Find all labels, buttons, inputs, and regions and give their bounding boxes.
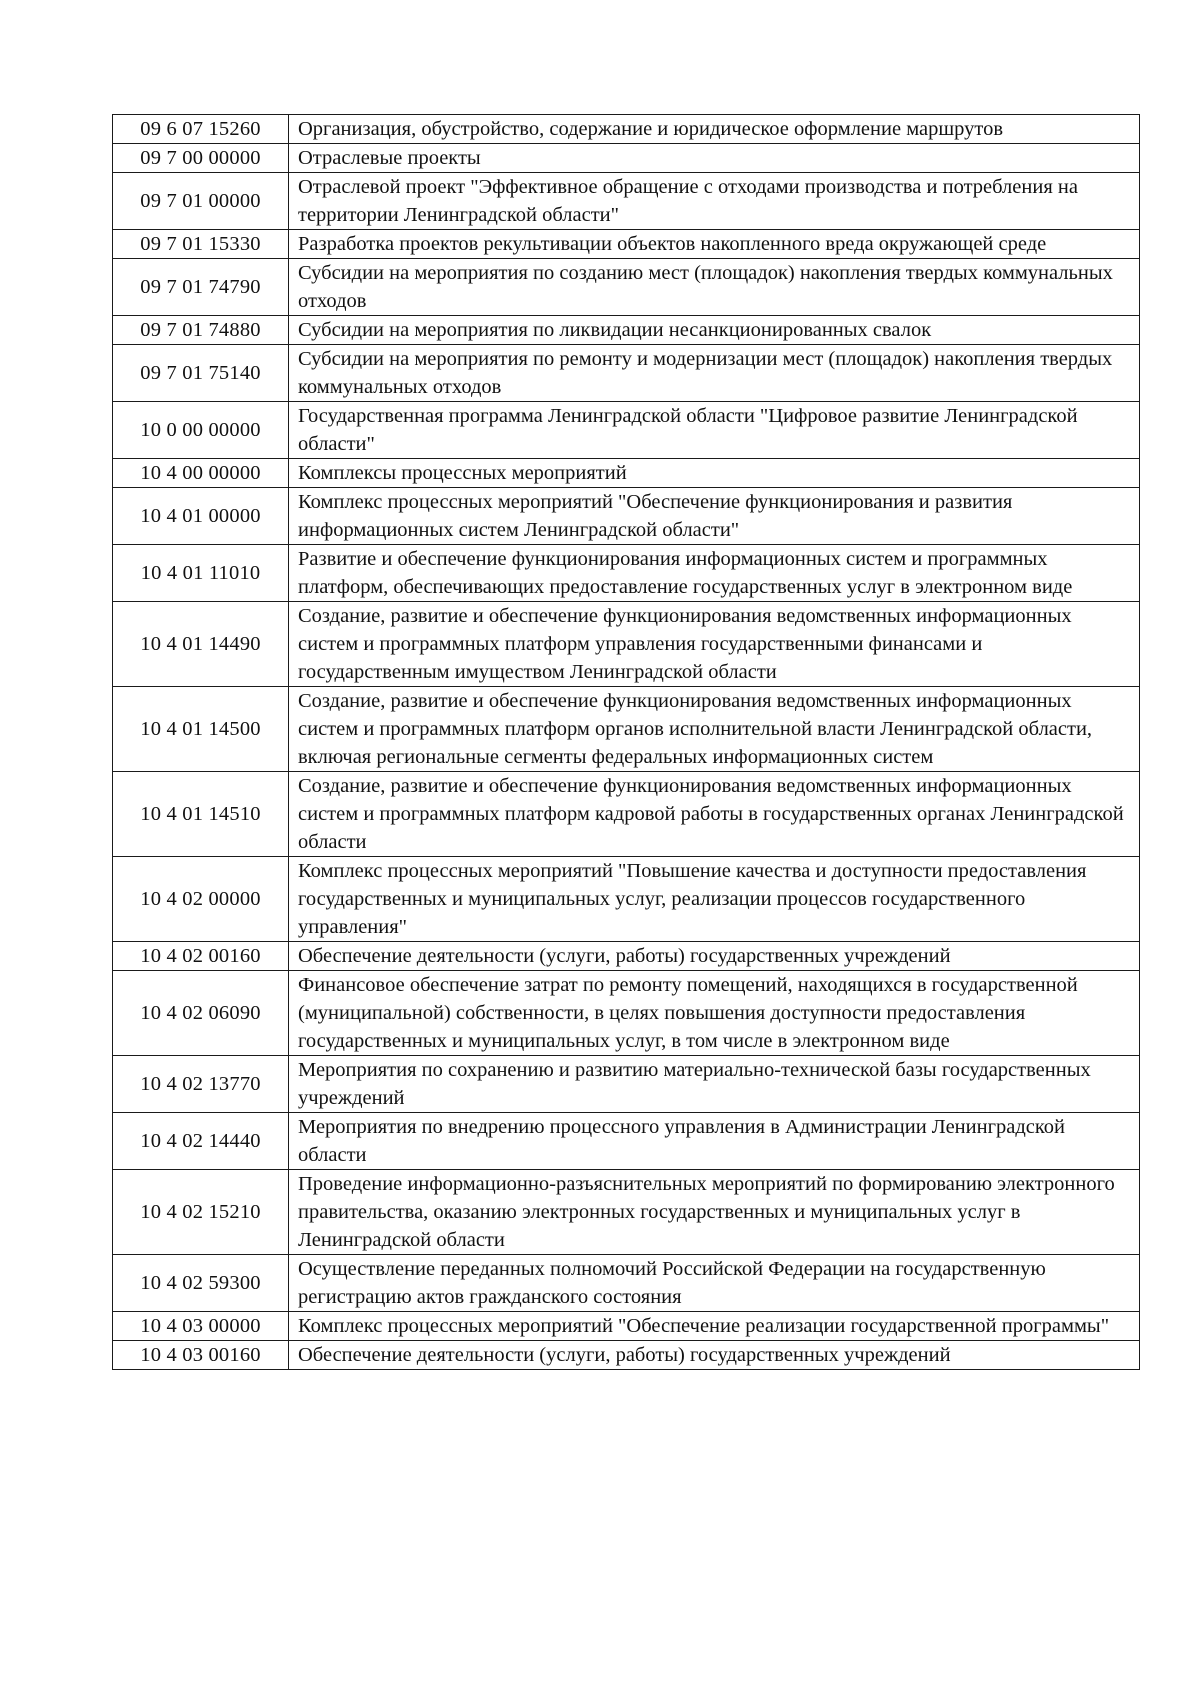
- row-code: 09 7 01 15330: [113, 230, 289, 259]
- row-name: Создание, развитие и обеспечение функционирования ведомственных информационных систем и программных платформ управления государственными финансами и государственным имуществом Ленинградской области: [289, 602, 1140, 687]
- row-code: 09 7 01 00000: [113, 173, 289, 230]
- row-code: 10 4 01 11010: [113, 545, 289, 602]
- row-name: Государственная программа Ленинградской области "Цифровое развитие Ленинградской области": [289, 402, 1140, 459]
- row-name: Мероприятия по сохранению и развитию материально-технической базы государственных учреждений: [289, 1056, 1140, 1113]
- row-code: 10 4 01 14490: [113, 602, 289, 687]
- row-code: 09 7 01 74880: [113, 316, 289, 345]
- row-name: Разработка проектов рекультивации объектов накопленного вреда окружающей среде: [289, 230, 1140, 259]
- table-row: [113, 488, 1140, 545]
- row-code: 10 4 03 00160: [113, 1341, 289, 1370]
- table-row: [113, 971, 1140, 1056]
- row-name: Финансовое обеспечение затрат по ремонту помещений, находящихся в государственной (муниципальной) собственности, в целях повышения доступности предоставления государственных и муниципальных услуг, в том числе в электронном виде: [289, 971, 1140, 1056]
- row-name: Создание, развитие и обеспечение функционирования ведомственных информационных систем и программных платформ кадровой работы в государственных органах Ленинградской области: [289, 772, 1140, 857]
- table-row: [113, 857, 1140, 942]
- table-row: [113, 1113, 1140, 1170]
- row-code: 09 7 01 74790: [113, 259, 289, 316]
- row-name: Субсидии на мероприятия по ликвидации несанкционированных свалок: [289, 316, 1140, 345]
- row-name: Субсидии на мероприятия по ремонту и модернизации мест (площадок) накопления твердых коммунальных отходов: [289, 345, 1140, 402]
- row-code: 09 6 07 15260: [113, 115, 289, 144]
- table-row: [113, 602, 1140, 687]
- table-row: [113, 1056, 1140, 1113]
- row-name: Мероприятия по внедрению процессного управления в Администрации Ленинградской области: [289, 1113, 1140, 1170]
- table-row: [113, 772, 1140, 857]
- row-code: 10 4 03 00000: [113, 1312, 289, 1341]
- row-code: 09 7 01 75140: [113, 345, 289, 402]
- row-name: Организация, обустройство, содержание и юридическое оформление маршрутов: [289, 115, 1140, 144]
- row-name: Отраслевые проекты: [289, 144, 1140, 173]
- table-row: [113, 259, 1140, 316]
- table-row: [113, 687, 1140, 772]
- row-code: 10 4 02 15210: [113, 1170, 289, 1255]
- row-code: 10 4 02 00000: [113, 857, 289, 942]
- row-code: 09 7 00 00000: [113, 144, 289, 173]
- table-row: [113, 345, 1140, 402]
- budget-classification-table: [112, 114, 1140, 1370]
- row-code: 10 4 01 14500: [113, 687, 289, 772]
- table-row: [113, 1312, 1140, 1341]
- table-row: [113, 173, 1140, 230]
- row-code: 10 4 00 00000: [113, 459, 289, 488]
- row-name: Развитие и обеспечение функционирования информационных систем и программных платформ, обеспечивающих предоставление государственных услуг в электронном виде: [289, 545, 1140, 602]
- row-code: 10 4 02 14440: [113, 1113, 289, 1170]
- row-code: 10 4 01 14510: [113, 772, 289, 857]
- row-name: Обеспечение деятельности (услуги, работы) государственных учреждений: [289, 942, 1140, 971]
- row-name: Отраслевой проект "Эффективное обращение с отходами производства и потребления на территории Ленинградской области": [289, 173, 1140, 230]
- table-body: [113, 115, 1140, 1370]
- table-row: [113, 402, 1140, 459]
- row-code: 10 4 02 00160: [113, 942, 289, 971]
- row-name: Комплекс процессных мероприятий "Обеспечение реализации государственной программы": [289, 1312, 1140, 1341]
- row-name: Обеспечение деятельности (услуги, работы) государственных учреждений: [289, 1341, 1140, 1370]
- table-row: [113, 1255, 1140, 1312]
- table-row: [113, 459, 1140, 488]
- row-code: 10 4 02 59300: [113, 1255, 289, 1312]
- row-name: Комплексы процессных мероприятий: [289, 459, 1140, 488]
- table-row: [113, 545, 1140, 602]
- row-name: Проведение информационно-разъяснительных мероприятий по формированию электронного правительства, оказанию электронных государственных и муниципальных услуг в Ленинградской области: [289, 1170, 1140, 1255]
- row-code: 10 0 00 00000: [113, 402, 289, 459]
- row-name: Субсидии на мероприятия по созданию мест (площадок) накопления твердых коммунальных отходов: [289, 259, 1140, 316]
- row-code: 10 4 02 06090: [113, 971, 289, 1056]
- row-name: Комплекс процессных мероприятий "Повышение качества и доступности предоставления государственных и муниципальных услуг, реализации процессов государственного управления": [289, 857, 1140, 942]
- table-row: [113, 230, 1140, 259]
- row-code: 10 4 02 13770: [113, 1056, 289, 1113]
- row-name: Создание, развитие и обеспечение функционирования ведомственных информационных систем и программных платформ органов исполнительной власти Ленинградской области, включая региональные сегменты федеральных информационных систем: [289, 687, 1140, 772]
- table-row: [113, 115, 1140, 144]
- row-code: 10 4 01 00000: [113, 488, 289, 545]
- row-name: Осуществление переданных полномочий Российской Федерации на государственную регистрацию актов гражданского состояния: [289, 1255, 1140, 1312]
- table-row: [113, 1341, 1140, 1370]
- table-row: [113, 316, 1140, 345]
- table-row: [113, 1170, 1140, 1255]
- table-row: [113, 144, 1140, 173]
- row-name: Комплекс процессных мероприятий "Обеспечение функционирования и развития информационных систем Ленинградской области": [289, 488, 1140, 545]
- table-row: [113, 942, 1140, 971]
